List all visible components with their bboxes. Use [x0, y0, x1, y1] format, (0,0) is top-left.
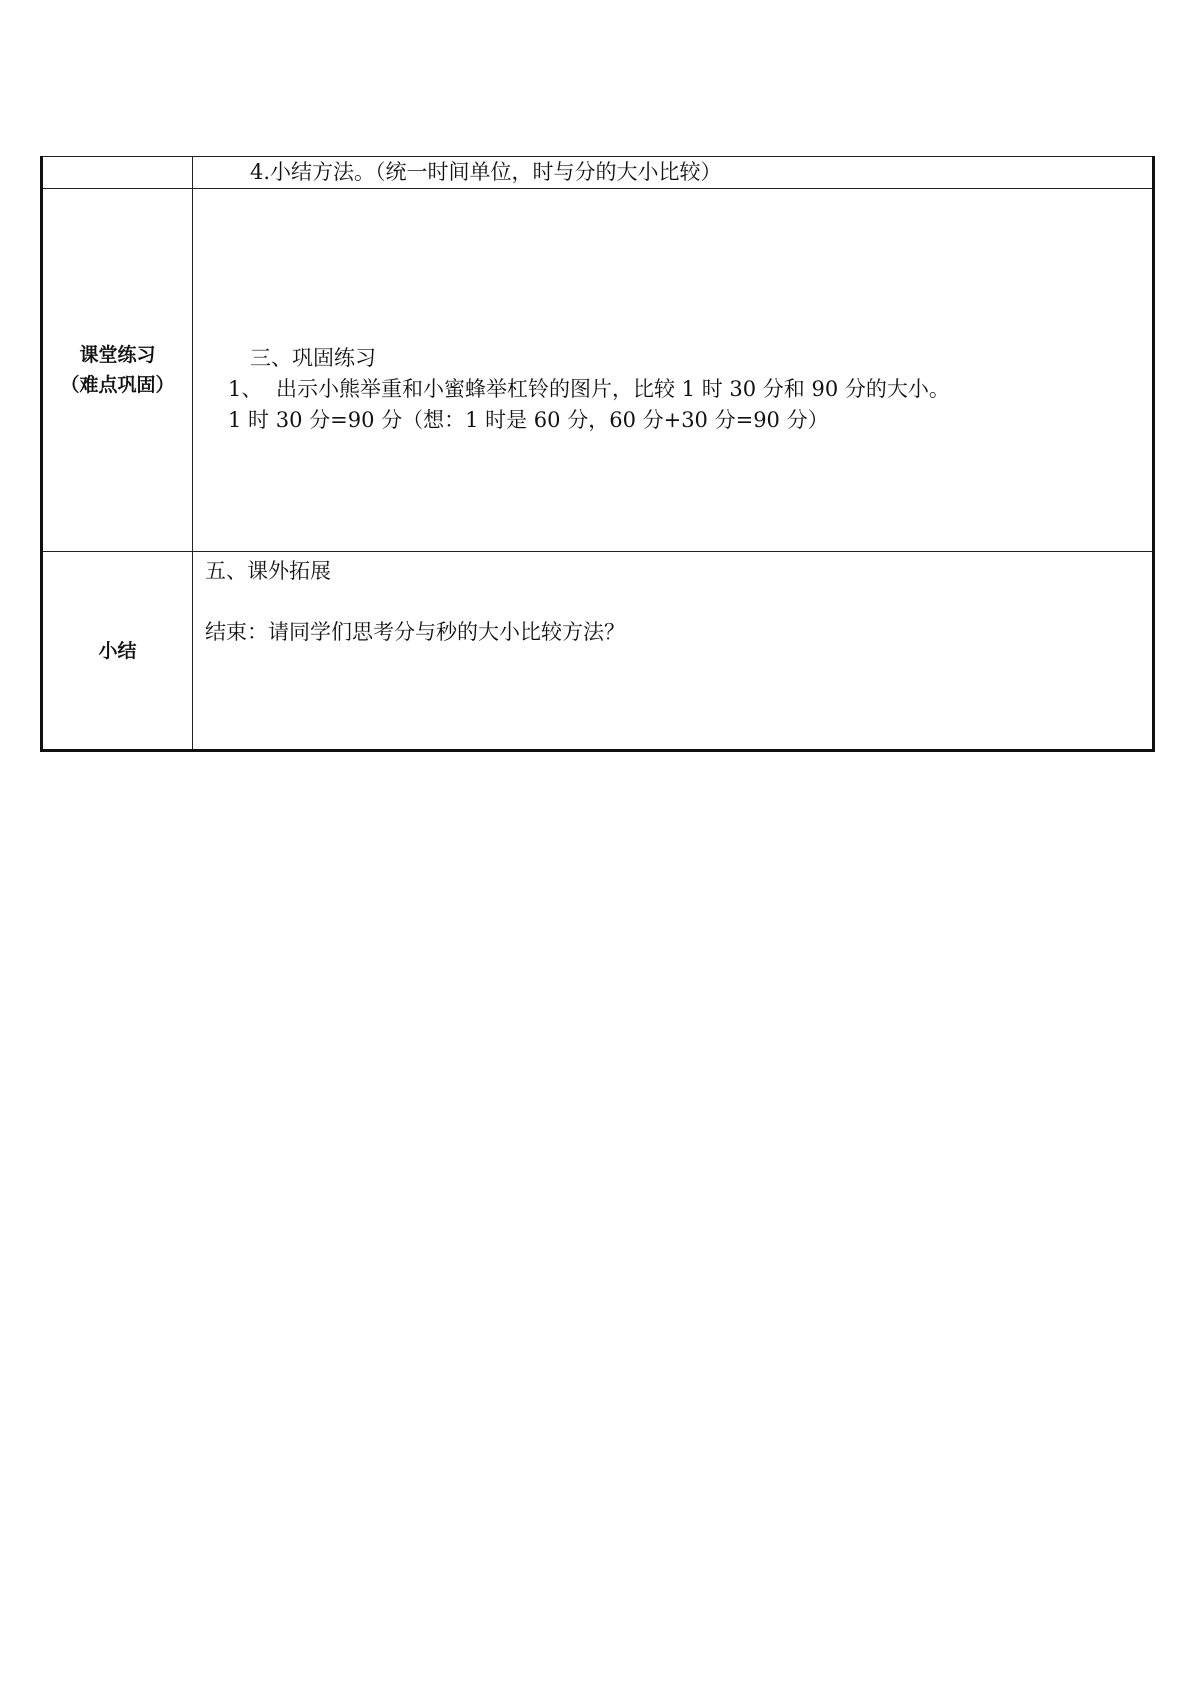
section-sublabel: （难点巩固）: [60, 374, 175, 396]
extension-heading: 五、课外拓展: [205, 559, 331, 583]
row-content-cell: [193, 157, 1154, 189]
table-row: [42, 552, 1154, 751]
summary-method-text: 4.小结方法。（统一时间单位，时与分的大小比较）: [250, 160, 722, 184]
row-content-cell: [193, 552, 1154, 751]
row-content-cell: [193, 189, 1154, 552]
closing-text: 结束：请同学们思考分与秒的大小比较方法？: [205, 620, 625, 644]
practice-item: [193, 374, 1152, 405]
table-row: [42, 189, 1154, 552]
lesson-plan-table: [40, 156, 1155, 752]
practice-equation: 1 时 30 分=90 分（想：1 时是 60 分，60 分+30 分=90 分）: [228, 408, 829, 432]
practice-heading: 三、巩固练习: [250, 346, 376, 370]
row-label-cell: [42, 189, 193, 552]
section-label: 小结: [98, 639, 137, 662]
table-row: [42, 157, 1154, 189]
row-label-cell: [42, 157, 193, 189]
item-text: 出示小熊举重和小蜜蜂举杠铃的图片，比较 1 时 30 分和 90 分的大小。: [276, 377, 950, 401]
row-label-cell: [42, 552, 193, 751]
item-number: 1、: [228, 377, 263, 401]
section-label: 课堂练习: [79, 344, 156, 366]
